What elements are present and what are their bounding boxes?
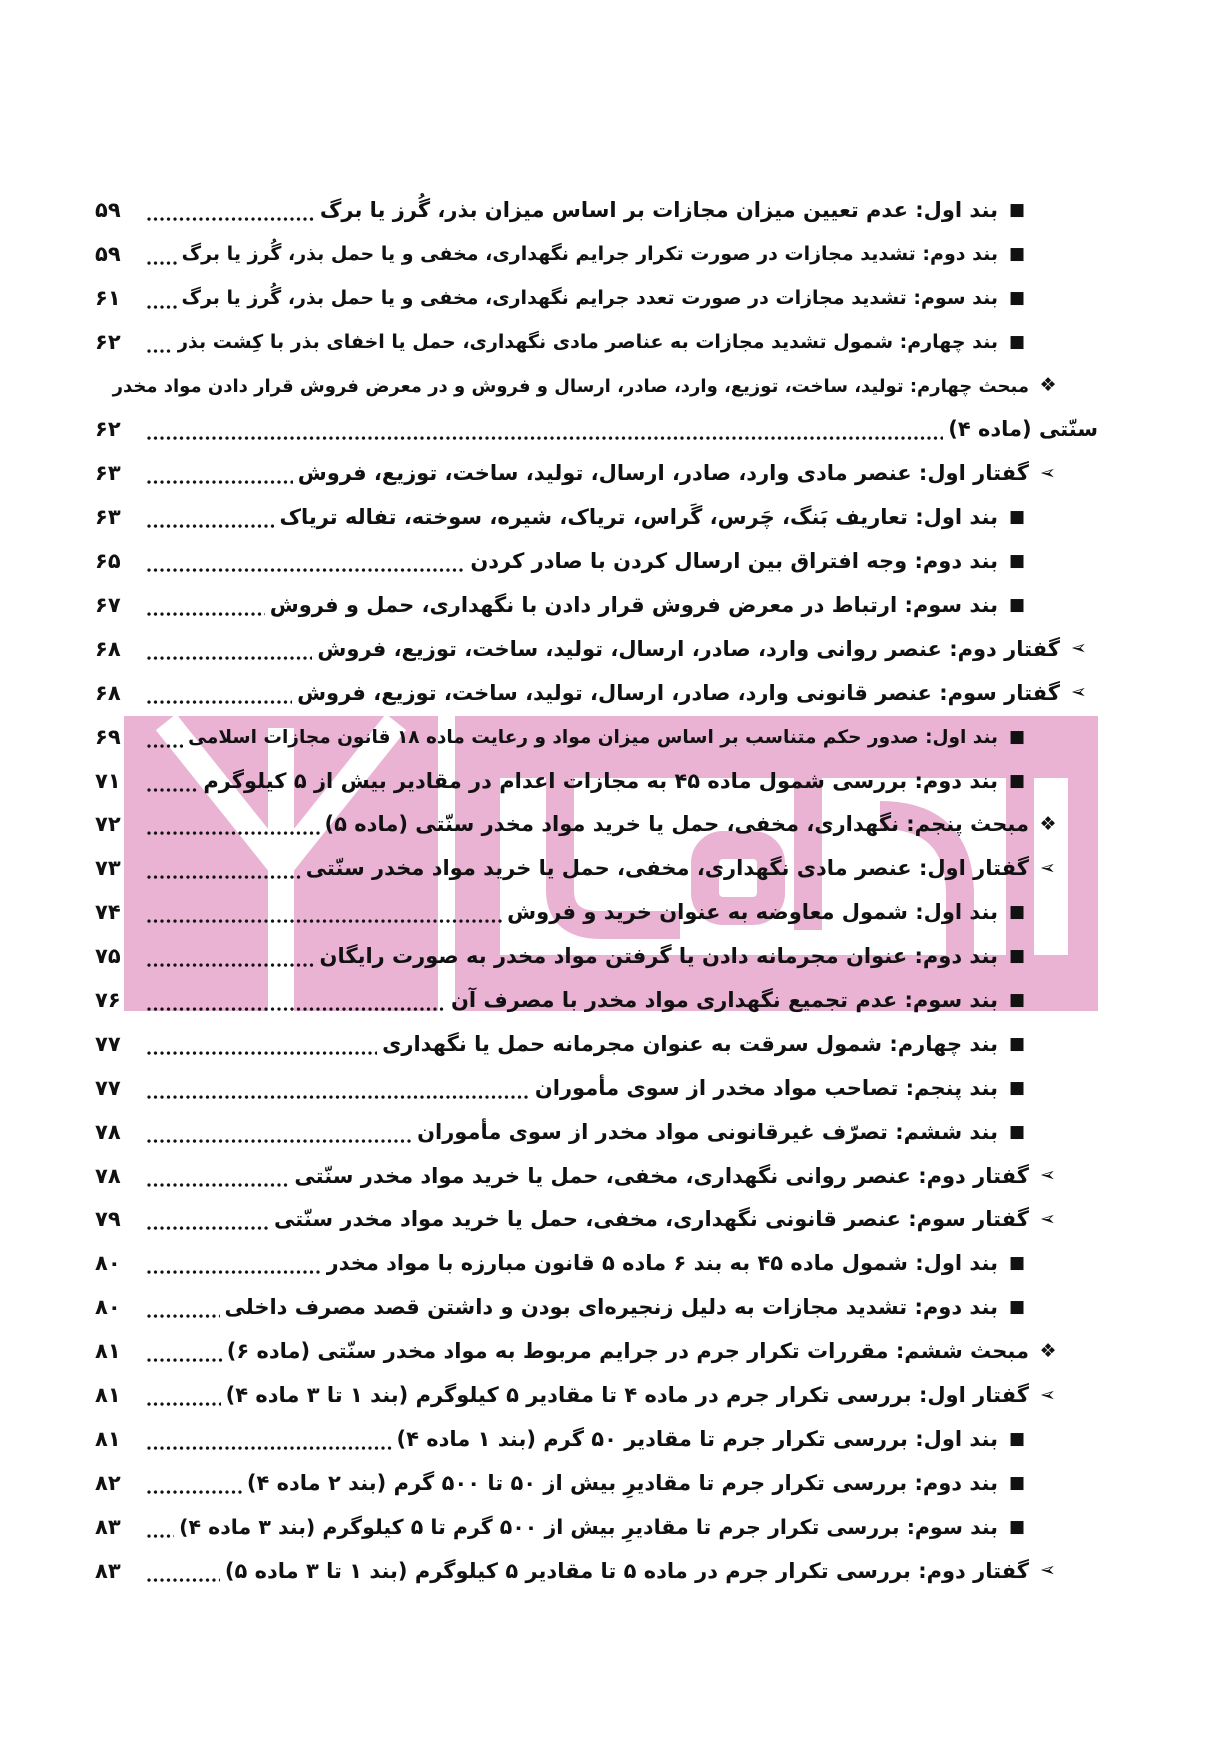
dot-leader	[146, 1198, 269, 1242]
toc-entry	[0, 584, 1210, 628]
dot-leader	[146, 189, 315, 233]
dot-leader	[146, 233, 177, 277]
toc-entry-page-number: ۶۳	[95, 461, 121, 486]
toc-entry	[0, 452, 1210, 496]
toc-entry	[0, 540, 1210, 584]
toc-entry-title: گفتار دوم: عنصر روانی نگهداری، مخفی، حمل یا خرید مواد مخدر سنّتی	[294, 1163, 1029, 1188]
square-bullet-icon	[1005, 1286, 1029, 1330]
toc-entry-page-number: ۶۳	[95, 505, 121, 530]
toc-entry	[0, 233, 1210, 277]
arrow-bullet-icon	[1067, 672, 1091, 716]
toc-entry-page-number: ۸۱	[95, 1383, 121, 1408]
arrow-bullet-icon	[1036, 847, 1060, 891]
toc-entry-title: گفتار اول: عنصر مادی وارد، صادر، ارسال، تولید، ساخت، توزیع، فروش	[297, 461, 1029, 486]
dot-leader	[146, 1462, 242, 1506]
toc-entry	[0, 979, 1210, 1023]
square-bullet-icon	[1005, 1506, 1029, 1550]
toc-entry-title: بند دوم: بررسی تکرار جرم تا مقادیرِ بیش از ۵۰ تا ۵۰۰ گرم (بند ۲ ماده ۴)	[246, 1470, 998, 1495]
toc-entry-page-number: ۷۲	[95, 812, 121, 837]
toc-entry-page-number: ۸۳	[95, 1558, 121, 1583]
toc-entry	[0, 496, 1210, 540]
arrow-bullet-icon	[1067, 628, 1091, 672]
toc-entry	[0, 1023, 1210, 1067]
square-bullet-icon	[1005, 189, 1029, 233]
toc-entry-page-number: ۷۸	[95, 1163, 121, 1188]
square-bullet-icon	[1005, 760, 1029, 804]
dot-leader	[146, 1023, 377, 1067]
toc-entry-page-number: ۸۲	[95, 1470, 121, 1495]
dot-leader	[146, 1418, 392, 1462]
toc-entry	[0, 321, 1210, 365]
toc-entry-page-number: ۶۷	[95, 593, 121, 618]
toc-entry-page-number: ۶۸	[95, 680, 121, 705]
toc-entry-title: بند دوم: وجه افتراق بین ارسال کردن با صادر کردن	[470, 549, 998, 574]
toc-entry-page-number: ۷۴	[95, 900, 121, 925]
dot-leader	[146, 1506, 174, 1550]
toc-entry-page-number: ۸۰	[95, 1295, 121, 1320]
arrow-bullet-icon	[1036, 1198, 1060, 1242]
dot-leader	[146, 496, 274, 540]
toc-entry	[0, 1198, 1210, 1242]
toc-entry-title-continuation: سنّتی (ماده ۴)	[948, 417, 1098, 442]
toc-entry	[0, 716, 1210, 760]
toc-entry	[0, 803, 1210, 847]
toc-entry-continuation	[0, 408, 1210, 452]
dot-leader	[146, 452, 293, 496]
toc-entry-page-number: ۶۹	[95, 724, 121, 749]
toc-entry-page-number: ۷۳	[95, 856, 121, 881]
arrow-bullet-icon	[1036, 452, 1060, 496]
arrow-bullet-icon	[1036, 1550, 1060, 1594]
dot-leader	[146, 277, 177, 321]
toc-entry	[0, 189, 1210, 233]
toc-entry-title: گفتار دوم: بررسی تکرار جرم در ماده ۵ تا مقادیر ۵ کیلوگرم (بند ۱ تا ۳ ماده ۵)	[224, 1558, 1029, 1583]
toc-entry	[0, 628, 1210, 672]
toc-entry-title: بند اول: شمول معاوضه به عنوان خرید و فروش	[507, 900, 998, 925]
toc-entry	[0, 1330, 1210, 1374]
square-bullet-icon	[1005, 891, 1029, 935]
toc-entry-title: بند سوم: تشدید مجازات در صورت تعدد جرایم نگهداری، مخفی و یا حمل بذر، گُرز یا برگ	[181, 286, 998, 309]
dot-leader	[146, 1374, 221, 1418]
toc-entry-title: بند چهارم: شمول تشدید مجازات به عناصر مادی نگهداری، حمل یا اخفای بذر با کِشت بذر	[177, 330, 998, 353]
dot-leader	[146, 628, 312, 672]
toc-entry	[0, 1550, 1210, 1594]
square-bullet-icon	[1005, 979, 1029, 1023]
dot-leader	[146, 803, 320, 847]
dot-leader	[146, 321, 172, 365]
table-of-contents	[0, 189, 1210, 1594]
toc-entry-page-number: ۶۵	[95, 549, 121, 574]
toc-entry-page-number: ۶۱	[95, 285, 121, 310]
toc-entry	[0, 1374, 1210, 1418]
toc-entry-page-number: ۷۵	[95, 944, 121, 969]
toc-entry-title: بند دوم: بررسی شمول ماده ۴۵ به مجازات اعدام در مقادیر بیش از ۵ کیلوگرم	[203, 768, 998, 793]
dot-leader	[146, 672, 292, 716]
toc-entry-page-number: ۷۹	[95, 1207, 121, 1232]
toc-entry-page-number: ۸۱	[95, 1339, 121, 1364]
toc-entry-title: گفتار سوم: عنصر قانونی نگهداری، مخفی، حمل یا خرید مواد مخدر سنّتی	[274, 1207, 1029, 1232]
toc-entry-title: مبحث ششم: مقررات تکرار جرم در جرایم مربوط به مواد مخدر سنّتی (ماده ۶)	[226, 1339, 1029, 1364]
toc-entry-title: گفتار اول: عنصر مادی نگهداری، مخفی، حمل یا خرید مواد مخدر سنّتی	[305, 856, 1029, 881]
diamond-bullet-icon	[1036, 1330, 1060, 1374]
dot-leader	[146, 1155, 289, 1199]
dot-leader	[146, 935, 315, 979]
square-bullet-icon	[1005, 1023, 1029, 1067]
toc-entry-title: بند دوم: عنوان مجرمانه دادن یا گرفتن مواد مخدر به صورت رایگان	[319, 944, 998, 969]
toc-entry	[0, 672, 1210, 716]
toc-entry-page-number: ۶۲	[95, 417, 121, 442]
toc-entry-page-number: ۵۹	[95, 198, 121, 222]
toc-entry-title: گفتار دوم: عنصر روانی وارد، صادر، ارسال، تولید، ساخت، توزیع، فروش	[317, 636, 1060, 661]
toc-entry-title: گفتار اول: بررسی تکرار جرم در ماده ۴ تا مقادیر ۵ کیلوگرم (بند ۱ تا ۳ ماده ۴)	[225, 1383, 1029, 1408]
toc-entry	[0, 365, 1210, 409]
dot-leader	[146, 847, 301, 891]
dot-leader	[146, 408, 943, 452]
dot-leader	[146, 716, 183, 760]
dot-leader	[146, 540, 465, 584]
toc-entry-title: بند دوم: تشدید مجازات به دلیل زنجیره‌ای بودن و داشتن قصد مصرف داخلی	[224, 1295, 998, 1320]
toc-entry-title: مبحث چهارم: تولید، ساخت، توزیع، وارد، صادر، ارسال و فروش و در معرض فروش قرار دادن مواد مخدر	[112, 375, 1029, 397]
toc-entry-title: بند اول: شمول ماده ۴۵ به بند ۶ ماده ۵ قانون مبارزه با مواد مخدر	[326, 1251, 998, 1276]
square-bullet-icon	[1005, 1418, 1029, 1462]
square-bullet-icon	[1005, 584, 1029, 628]
square-bullet-icon	[1005, 1462, 1029, 1506]
toc-entry-page-number: ۸۰	[95, 1251, 121, 1276]
toc-entry-title: بند پنجم: تصاحب مواد مخدر از سوی مأموران	[534, 1075, 998, 1100]
arrow-bullet-icon	[1036, 1155, 1060, 1199]
square-bullet-icon	[1005, 233, 1029, 277]
toc-entry	[0, 1418, 1210, 1462]
diamond-bullet-icon	[1036, 365, 1060, 409]
toc-entry-title: بند چهارم: شمول سرقت به عنوان مجرمانه حمل یا نگهداری	[382, 1031, 998, 1056]
square-bullet-icon	[1005, 1242, 1029, 1286]
dot-leader	[146, 1286, 220, 1330]
toc-entry-page-number: ۸۱	[95, 1426, 121, 1451]
square-bullet-icon	[1005, 1067, 1029, 1111]
toc-entry	[0, 891, 1210, 935]
toc-entry-title: بند دوم: تشدید مجازات در صورت تکرار جرایم نگهداری، مخفی و یا حمل بذر، گُرز یا برگ	[181, 242, 998, 265]
toc-entry-title: بند اول: تعاریف بَنگ، چَرس، گَراس، تریاک، شیره، سوخته، تفاله تریاک	[279, 505, 998, 530]
toc-entry-title: بند ششم: تصرّف غیرقانونی مواد مخدر از سوی مأموران	[417, 1119, 998, 1144]
toc-entry	[0, 847, 1210, 891]
square-bullet-icon	[1005, 716, 1029, 760]
dot-leader	[146, 1242, 321, 1286]
toc-entry	[0, 1506, 1210, 1550]
toc-entry	[0, 277, 1210, 321]
toc-entry-title: بند سوم: بررسی تکرار جرم تا مقادیرِ بیش از ۵۰۰ گرم تا ۵ کیلوگرم (بند ۳ ماده ۴)	[179, 1514, 998, 1539]
toc-entry	[0, 1067, 1210, 1111]
toc-entry-page-number: ۷۸	[95, 1119, 121, 1144]
dot-leader	[146, 1330, 222, 1374]
toc-entry	[0, 1462, 1210, 1506]
dot-leader	[146, 1111, 412, 1155]
dot-leader	[146, 1550, 220, 1594]
square-bullet-icon	[1005, 1111, 1029, 1155]
toc-entry-page-number: ۷۶	[95, 988, 121, 1013]
toc-entry-page-number: ۸۳	[95, 1514, 121, 1539]
square-bullet-icon	[1005, 277, 1029, 321]
toc-entry-title: بند اول: عدم تعیین میزان مجازات بر اساس میزان بذر، گُرز یا برگ	[319, 198, 998, 222]
toc-entry	[0, 1286, 1210, 1330]
toc-entry-page-number: ۶۲	[95, 329, 121, 354]
dot-leader	[146, 584, 265, 628]
square-bullet-icon	[1005, 496, 1029, 540]
dot-leader	[146, 760, 198, 804]
toc-entry-title: مبحث پنجم: نگهداری، مخفی، حمل یا خرید مواد مخدر سنّتی (ماده ۵)	[324, 812, 1029, 837]
toc-entry-title: بند اول: بررسی تکرار جرم تا مقادیر ۵۰ گرم (بند ۱ ماده ۴)	[396, 1426, 998, 1451]
toc-entry-page-number: ۷۱	[95, 768, 121, 793]
diamond-bullet-icon	[1036, 803, 1060, 847]
toc-entry	[0, 935, 1210, 979]
toc-entry	[0, 1242, 1210, 1286]
dot-leader	[146, 1067, 530, 1111]
dot-leader	[146, 979, 446, 1023]
arrow-bullet-icon	[1036, 1374, 1060, 1418]
square-bullet-icon	[1005, 321, 1029, 365]
toc-entry-title: بند سوم: ارتباط در معرض فروش قرار دادن با نگهداری، حمل و فروش	[269, 593, 998, 618]
square-bullet-icon	[1005, 540, 1029, 584]
toc-entry	[0, 760, 1210, 804]
toc-entry-title: بند اول: صدور حکم متناسب بر اساس میزان مواد و رعایت ماده ۱۸ قانون مجازات اسلامی	[188, 726, 998, 748]
square-bullet-icon	[1005, 935, 1029, 979]
toc-entry-page-number: ۷۷	[95, 1031, 121, 1056]
toc-entry	[0, 1111, 1210, 1155]
toc-entry-page-number: ۷۷	[95, 1075, 121, 1100]
toc-entry-page-number: ۵۹	[95, 241, 121, 266]
toc-entry-page-number: ۶۸	[95, 636, 121, 661]
dot-leader	[146, 891, 502, 935]
toc-entry	[0, 1155, 1210, 1199]
toc-entry-title: گفتار سوم: عنصر قانونی وارد، صادر، ارسال، تولید، ساخت، توزیع، فروش	[297, 680, 1060, 705]
toc-entry-title: بند سوم: عدم تجمیع نگهداری مواد مخدر با مصرف آن	[450, 988, 998, 1013]
